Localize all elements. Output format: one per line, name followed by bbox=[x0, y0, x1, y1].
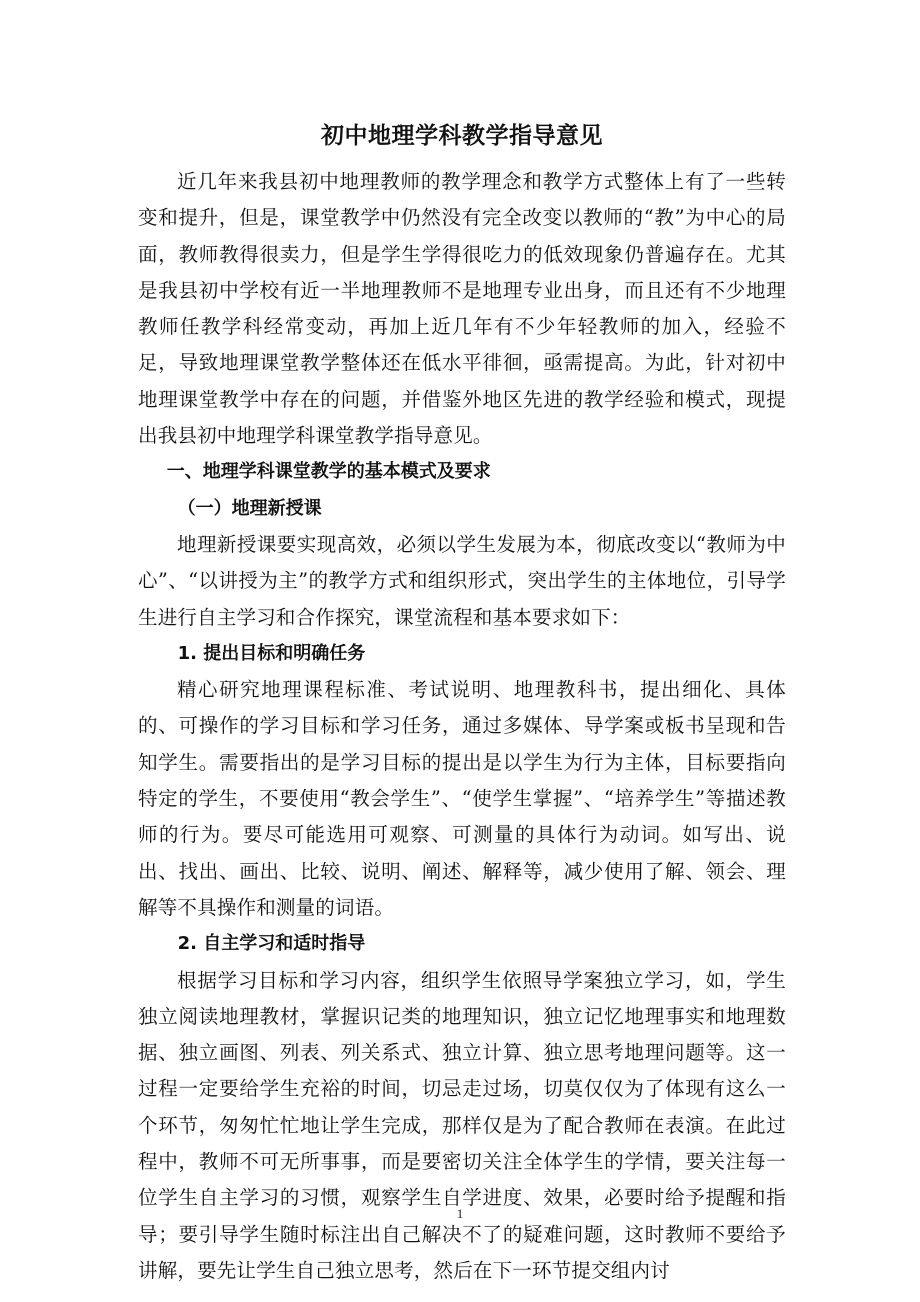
document-title: 初中地理学科教学指导意见 bbox=[321, 123, 603, 149]
item-heading-1: 1. 提出目标和明确任务 bbox=[177, 642, 366, 664]
new-lesson-paragraph: 地理新授课要实现高效，必须以学生发展为本，彻底改变以“教师为中心”、“以讲授为主”的教学方式和组织形式，突出学生的主体地位，引导学生进行自主学习和合作探究，课堂流程和基本要求如下： bbox=[138, 532, 786, 629]
self-study-paragraph: 根据学习目标和学习内容，组织学生依照导学案独立学习，如，学生独立阅读地理教材，掌握识记类的地理知识，独立记忆地理事实和地理数据、独立画图、列表、列关系式、独立计算、独立思考地理问题等。这一过程一定要给学生充裕的时间，切忌走过场，切莫仅仅为了体现有这么一个环节，匆匆忙忙地让学生完成，那样仅是为了配合教师在表演。在此过程中，教师不可无所事事，而是要密切关注全体学生的学情，要关注每一位学生自主学习的习惯，观察学生自学进度、效果，必要时给予提醒和指导；要引导学生随时标注出自己解决不了的疑难问题，这时教师不要给予讲解，要先让学生自己独立思考，然后在下一环节提交组内讨 bbox=[138, 968, 786, 1282]
subsection-heading-1: （一）地理新授课 bbox=[177, 497, 322, 519]
objectives-paragraph: 精心研究地理课程标准、考试说明、地理教科书，提出细化、具体的、可操作的学习目标和学习任务，通过多媒体、导学案或板书呈现和告知学生。需要指出的是学习目标的提出是以学生为行为主体，目标要指向特定的学生，不要使用“教会学生”、“使学生掌握”、“培养学生”等描述教师的行为。要尽可能选用可观察、可测量的具体行为动词。如写出、说出、找出、画出、比较、说明、阐述、解释等，减少使用了解、领会、理解等不具操作和测量的词语。 bbox=[138, 678, 786, 919]
intro-paragraph: 近几年来我县初中地理教师的教学理念和教学方式整体上有了一些转变和提升，但是，课堂教学中仍然没有完全改变以教师的“教”为中心的局面，教师教得很卖力，但是学生学得很吃力的低效现象仍普遍存在。尤其是我县初中学校有近一半地理教师不是地理专业出身，而且还有不少地理教师任教学科经常变动，再加上近几年有不少年轻教师的加入，经验不足，导致地理课堂教学整体还在低水平徘徊，亟需提高。为此，针对初中地理课堂教学中存在的问题，并借鉴外地区先进的教学经验和模式，现提出我县初中地理学科课堂教学指导意见。 bbox=[138, 170, 786, 448]
item-heading-2: 2. 自主学习和适时指导 bbox=[177, 933, 366, 955]
page-number: 1 bbox=[456, 1206, 464, 1221]
section-heading-1: 一、地理学科课堂教学的基本模式及要求 bbox=[166, 461, 491, 483]
document-body bbox=[138, 112, 786, 1289]
